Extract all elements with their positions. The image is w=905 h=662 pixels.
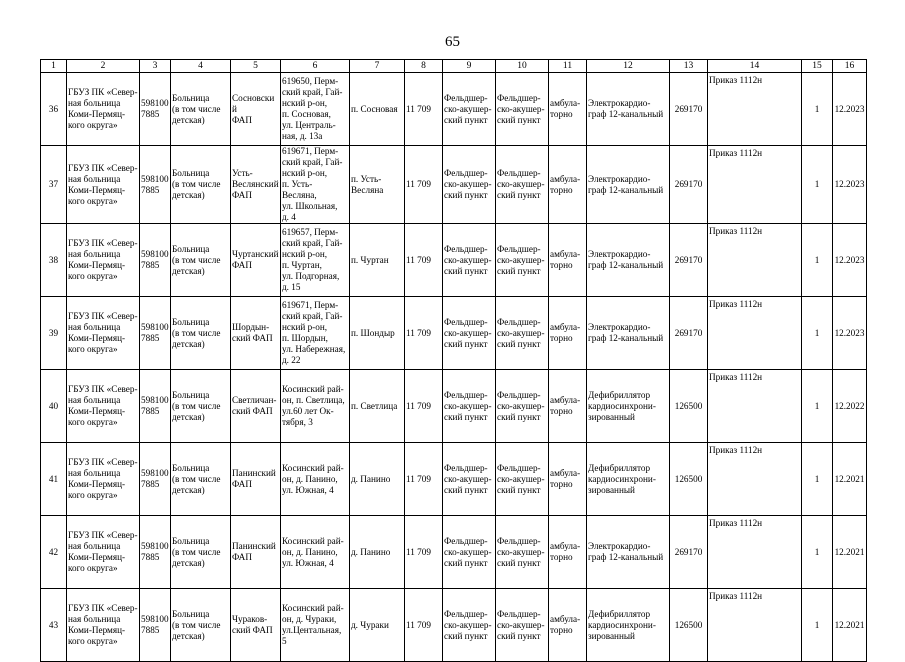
cell-facility-type [171, 224, 231, 297]
equipment-name-text: Электрокардио- граф 12-канальный [588, 98, 664, 119]
cell-profile-secondary [496, 443, 549, 516]
cell-facility-type [171, 516, 231, 589]
order-reference-text: Приказ 1112н [709, 518, 763, 528]
cell-delivery-date [833, 443, 867, 516]
cell-care-conditions [549, 370, 587, 443]
cell-address [281, 73, 350, 146]
cell-delivery-date [833, 589, 867, 662]
locality-text: д. Панино [351, 546, 391, 557]
profile-primary-text: Фельдшер- ско-акушер- ский пункт [444, 535, 492, 568]
cell-profile-primary [443, 443, 496, 516]
cell-code-value [405, 516, 443, 589]
care-conditions-text: амбула- торно [550, 468, 581, 489]
organization-code-text: 598100 7885 [141, 98, 169, 119]
cell-delivery-date [833, 370, 867, 443]
quantity-text: 1 [814, 546, 820, 557]
cell-delivery-date [833, 146, 867, 224]
cell-row-number [41, 370, 67, 443]
locality-text: д. Чураки [351, 619, 389, 630]
cell-profile-secondary [496, 224, 549, 297]
cell-organization-name [67, 224, 140, 297]
address-text: 619650, Перм- ский край, Гай- нский р-он, п. Сосновая, ул. Централь- ная, д. 13а [282, 76, 343, 141]
cell-profile-primary [443, 589, 496, 662]
registry-table [40, 59, 867, 662]
profile-secondary-text: Фельдшер- ско-акушер- ский пункт [497, 462, 545, 495]
profile-secondary-text: Фельдшер- ско-акушер- ский пункт [497, 243, 545, 276]
cell-delivery-date [833, 297, 867, 370]
cell-code-value [405, 297, 443, 370]
organization-name-text: ГБУЗ ПК «Север- ная больница Коми-Пермяц- кого округа» [68, 162, 138, 206]
cell-profile-secondary [496, 589, 549, 662]
cell-profile-primary [443, 516, 496, 589]
profile-primary-text: Фельдшер- ско-акушер- ский пункт [444, 462, 492, 495]
delivery-date-text: 12.2021 [834, 546, 865, 557]
column-header: 1 [41, 60, 67, 73]
column-header: 6 [281, 60, 350, 73]
table-row [41, 370, 867, 443]
profile-primary-text: Фельдшер- ско-акушер- ский пункт [444, 389, 492, 422]
facility-type-text: Больница (в том числе детская) [172, 92, 221, 125]
cell-organization-name [67, 443, 140, 516]
cell-unit-name [231, 297, 281, 370]
profile-primary-text: Фельдшер- ско-акушер- ский пункт [444, 316, 492, 349]
organization-name-text: ГБУЗ ПК «Север- ная больница Коми-Пермяц- кого округа» [68, 457, 138, 500]
cell-care-conditions [549, 443, 587, 516]
column-header: 8 [405, 60, 443, 73]
cell-price [670, 516, 708, 589]
cell-order-reference [708, 443, 802, 516]
cell-row-number [41, 224, 67, 297]
price-text: 126500 [674, 619, 703, 630]
cell-locality [350, 370, 405, 443]
cell-quantity [802, 516, 833, 589]
cell-address [281, 146, 350, 224]
cell-order-reference [708, 589, 802, 662]
cell-organization-code [140, 224, 171, 297]
cell-facility-type [171, 73, 231, 146]
cell-care-conditions [549, 516, 587, 589]
organization-code-text: 598100 7885 [141, 322, 169, 343]
cell-address [281, 516, 350, 589]
care-conditions-text: амбула- торно [550, 395, 581, 416]
profile-secondary-text: Фельдшер- ско-акушер- ский пункт [497, 168, 545, 200]
code-value-text: 11 709 [406, 473, 431, 484]
cell-price [670, 297, 708, 370]
table-row [41, 73, 867, 146]
cell-quantity [802, 370, 833, 443]
cell-unit-name [231, 370, 281, 443]
cell-price [670, 146, 708, 224]
cell-equipment-name [587, 443, 670, 516]
facility-type-text: Больница (в том числе детская) [172, 535, 221, 568]
cell-care-conditions [549, 146, 587, 224]
cell-profile-primary [443, 73, 496, 146]
cell-row-number [41, 146, 67, 224]
cell-profile-secondary [496, 146, 549, 224]
cell-profile-secondary [496, 73, 549, 146]
code-value-text: 11 709 [406, 619, 431, 630]
profile-primary-text: Фельдшер- ско-акушер- ский пункт [444, 608, 492, 641]
cell-code-value [405, 73, 443, 146]
cell-profile-primary [443, 297, 496, 370]
price-text: 269170 [674, 179, 703, 189]
order-reference-text: Приказ 1112н [709, 75, 763, 85]
address-text: Косинский рай- он, д. Чураки, ул.Центальная, 5 [282, 603, 344, 646]
cell-code-value [405, 146, 443, 224]
cell-locality [350, 443, 405, 516]
order-reference-text: Приказ 1112н [709, 226, 763, 236]
care-conditions-text: амбула- торно [550, 541, 581, 562]
unit-name-text: Панинский ФАП [232, 468, 276, 489]
delivery-date-text: 12.2023 [834, 327, 865, 338]
cell-organization-name [67, 370, 140, 443]
profile-secondary-text: Фельдшер- ско-акушер- ский пункт [497, 608, 545, 641]
delivery-date-text: 12.2022 [834, 400, 865, 411]
cell-price [670, 589, 708, 662]
cell-row-number [41, 73, 67, 146]
equipment-name-text: Дефибриллятор кардиосинхрони- зированный [588, 462, 656, 495]
quantity-text: 1 [814, 473, 820, 484]
cell-unit-name [231, 516, 281, 589]
cell-profile-primary [443, 370, 496, 443]
facility-type-text: Больница (в том числе детская) [172, 608, 221, 641]
unit-name-text: Светличан- ский ФАП [232, 395, 277, 416]
cell-price [670, 73, 708, 146]
delivery-date-text: 12.2023 [834, 254, 865, 265]
row-number-text: 38 [48, 254, 59, 265]
cell-care-conditions [549, 224, 587, 297]
profile-secondary-text: Фельдшер- ско-акушер- ский пункт [497, 316, 545, 349]
cell-quantity [802, 443, 833, 516]
organization-name-text: ГБУЗ ПК «Север- ная больница Коми-Пермяц- кого округа» [68, 384, 138, 427]
cell-quantity [802, 297, 833, 370]
code-value-text: 11 709 [406, 546, 431, 557]
cell-order-reference [708, 73, 802, 146]
order-reference-text: Приказ 1112н [709, 148, 763, 158]
cell-organization-name [67, 589, 140, 662]
organization-code-text: 598100 7885 [141, 614, 169, 635]
cell-row-number [41, 443, 67, 516]
column-header: 5 [231, 60, 281, 73]
organization-code-text: 598100 7885 [141, 468, 169, 489]
row-number-text: 43 [48, 619, 59, 630]
code-value-text: 11 709 [406, 400, 431, 411]
locality-text: п. Чуртан [351, 254, 389, 265]
table-body [41, 73, 867, 662]
locality-text: п. Сосновая [351, 103, 398, 114]
cell-locality [350, 297, 405, 370]
cell-row-number [41, 516, 67, 589]
cell-quantity [802, 589, 833, 662]
organization-name-text: ГБУЗ ПК «Север- ная больница Коми-Пермяц- кого округа» [68, 530, 138, 573]
row-number-text: 41 [48, 473, 59, 484]
cell-quantity [802, 146, 833, 224]
cell-quantity [802, 73, 833, 146]
row-number-text: 42 [48, 546, 59, 557]
quantity-text: 1 [814, 400, 820, 411]
quantity-text: 1 [814, 327, 820, 338]
row-number-text: 36 [48, 103, 59, 114]
cell-order-reference [708, 297, 802, 370]
equipment-name-text: Дефибриллятор кардиосинхрони- зированный [588, 608, 656, 641]
cell-profile-secondary [496, 516, 549, 589]
cell-equipment-name [587, 297, 670, 370]
organization-code-text: 598100 7885 [141, 173, 169, 195]
table-row [41, 589, 867, 662]
locality-text: д. Панино [351, 473, 391, 484]
delivery-date-text: 12.2023 [834, 103, 865, 114]
unit-name-text: Шордын- ский ФАП [232, 322, 273, 343]
cell-organization-code [140, 146, 171, 224]
code-value-text: 11 709 [406, 179, 431, 189]
column-header: 13 [670, 60, 708, 73]
cell-delivery-date [833, 516, 867, 589]
profile-primary-text: Фельдшер- ско-акушер- ский пункт [444, 243, 492, 276]
cell-row-number [41, 589, 67, 662]
cell-organization-code [140, 589, 171, 662]
column-header: 12 [587, 60, 670, 73]
cell-address [281, 443, 350, 516]
cell-code-value [405, 224, 443, 297]
price-text: 126500 [674, 400, 703, 411]
column-header: 7 [350, 60, 405, 73]
care-conditions-text: амбула- торно [550, 322, 581, 343]
code-value-text: 11 709 [406, 103, 431, 114]
unit-name-text: Панинский ФАП [232, 541, 276, 562]
cell-address [281, 370, 350, 443]
unit-name-text: Чураков- ский ФАП [232, 614, 273, 635]
profile-primary-text: Фельдшер- ско-акушер- ский пункт [444, 168, 492, 200]
price-text: 269170 [674, 546, 703, 557]
profile-secondary-text: Фельдшер- ско-акушер- ский пункт [497, 535, 545, 568]
cell-row-number [41, 297, 67, 370]
organization-code-text: 598100 7885 [141, 541, 169, 562]
cell-order-reference [708, 146, 802, 224]
cell-equipment-name [587, 224, 670, 297]
care-conditions-text: амбула- торно [550, 249, 581, 270]
address-text: 619671, Перм- ский край, Гай- нский р-он, п. Шордын, ул. Набережная, д. 22 [282, 300, 346, 365]
cell-facility-type [171, 370, 231, 443]
locality-text: п. Светлица [351, 400, 398, 411]
facility-type-text: Больница (в том числе детская) [172, 168, 221, 200]
delivery-date-text: 12.2021 [834, 473, 865, 484]
cell-unit-name [231, 146, 281, 224]
unit-name-text: Чуртанский ФАП [232, 249, 279, 270]
facility-type-text: Больница (в том числе детская) [172, 243, 221, 276]
cell-care-conditions [549, 297, 587, 370]
profile-secondary-text: Фельдшер- ско-акушер- ский пункт [497, 389, 545, 422]
facility-type-text: Больница (в том числе детская) [172, 389, 221, 422]
cell-code-value [405, 589, 443, 662]
cell-delivery-date [833, 224, 867, 297]
facility-type-text: Больница (в том числе детская) [172, 462, 221, 495]
cell-equipment-name [587, 589, 670, 662]
column-header: 11 [549, 60, 587, 73]
row-number-text: 37 [48, 179, 59, 189]
cell-organization-name [67, 73, 140, 146]
row-number-text: 39 [48, 327, 59, 338]
cell-order-reference [708, 224, 802, 297]
organization-code-text: 598100 7885 [141, 395, 169, 416]
cell-quantity [802, 224, 833, 297]
table-row [41, 146, 867, 224]
cell-unit-name [231, 224, 281, 297]
organization-name-text: ГБУЗ ПК «Север- ная больница Коми-Пермяц- кого округа» [68, 87, 138, 130]
quantity-text: 1 [814, 179, 820, 189]
cell-locality [350, 73, 405, 146]
facility-type-text: Больница (в том числе детская) [172, 316, 221, 349]
cell-organization-name [67, 297, 140, 370]
cell-code-value [405, 370, 443, 443]
cell-profile-secondary [496, 370, 549, 443]
cell-profile-primary [443, 224, 496, 297]
address-text: Косинский рай- он, д. Панино, ул. Южная, 4 [282, 535, 344, 568]
header-row [41, 60, 867, 73]
delivery-date-text: 12.2021 [834, 619, 865, 630]
order-reference-text: Приказ 1112н [709, 299, 763, 309]
cell-equipment-name [587, 370, 670, 443]
cell-price [670, 370, 708, 443]
cell-address [281, 224, 350, 297]
cell-address [281, 589, 350, 662]
cell-equipment-name [587, 146, 670, 224]
cell-delivery-date [833, 73, 867, 146]
delivery-date-text: 12.2023 [834, 179, 865, 189]
price-text: 269170 [674, 327, 703, 338]
order-reference-text: Приказ 1112н [709, 372, 763, 382]
equipment-name-text: Электрокардио- граф 12-канальный [588, 249, 664, 270]
cell-facility-type [171, 589, 231, 662]
cell-organization-code [140, 370, 171, 443]
page-number: 65 [445, 34, 460, 50]
cell-order-reference [708, 370, 802, 443]
table-row [41, 443, 867, 516]
column-header: 10 [496, 60, 549, 73]
quantity-text: 1 [814, 619, 820, 630]
cell-locality [350, 146, 405, 224]
cell-locality [350, 224, 405, 297]
cell-facility-type [171, 297, 231, 370]
cell-equipment-name [587, 73, 670, 146]
cell-address [281, 297, 350, 370]
unit-name-text: Сосновский ФАП [232, 92, 275, 125]
cell-care-conditions [549, 73, 587, 146]
cell-unit-name [231, 589, 281, 662]
table-row [41, 516, 867, 589]
price-text: 269170 [674, 103, 703, 114]
cell-organization-code [140, 516, 171, 589]
equipment-name-text: Электрокардио- граф 12-канальный [588, 541, 664, 562]
cell-unit-name [231, 73, 281, 146]
address-text: 619671, Перм- ский край, Гай- нский р-он, п. Усть- Весляна, ул. Школьная, д. 4 [282, 146, 343, 222]
column-header: 3 [140, 60, 171, 73]
cell-equipment-name [587, 516, 670, 589]
organization-name-text: ГБУЗ ПК «Север- ная больница Коми-Пермяц- кого округа» [68, 603, 138, 646]
cell-care-conditions [549, 589, 587, 662]
price-text: 126500 [674, 473, 703, 484]
equipment-name-text: Электрокардио- граф 12-канальный [588, 173, 664, 195]
row-number-text: 40 [48, 400, 59, 411]
cell-facility-type [171, 443, 231, 516]
organization-name-text: ГБУЗ ПК «Север- ная больница Коми-Пермяц- кого округа» [68, 311, 138, 354]
column-header: 4 [171, 60, 231, 73]
cell-locality [350, 516, 405, 589]
equipment-name-text: Дефибриллятор кардиосинхрони- зированный [588, 389, 656, 422]
column-header: 2 [67, 60, 140, 73]
profile-primary-text: Фельдшер- ско-акушер- ский пункт [444, 92, 492, 125]
cell-profile-primary [443, 146, 496, 224]
cell-price [670, 224, 708, 297]
cell-organization-name [67, 146, 140, 224]
column-header: 16 [833, 60, 867, 73]
quantity-text: 1 [814, 254, 820, 265]
cell-facility-type [171, 146, 231, 224]
table-row [41, 224, 867, 297]
address-text: Косинский рай- он, п. Светлица, ул.60 лет Ок- тября, 3 [282, 384, 345, 427]
organization-name-text: ГБУЗ ПК «Север- ная больница Коми-Пермяц- кого округа» [68, 238, 138, 281]
cell-organization-name [67, 516, 140, 589]
column-header: 15 [802, 60, 833, 73]
order-reference-text: Приказ 1112н [709, 445, 763, 455]
cell-profile-secondary [496, 297, 549, 370]
table-row [41, 297, 867, 370]
locality-text: п. Шондыр [351, 327, 395, 338]
price-text: 269170 [674, 254, 703, 265]
unit-name-text: Усть- Веслянский ФАП [232, 168, 279, 200]
cell-organization-code [140, 73, 171, 146]
cell-organization-code [140, 297, 171, 370]
code-value-text: 11 709 [406, 254, 431, 265]
address-text: 619657, Перм- ский край, Гай- нский р-он, п. Чуртан, ул. Подгорная, д. 15 [282, 227, 343, 292]
order-reference-text: Приказ 1112н [709, 591, 763, 601]
cell-organization-code [140, 443, 171, 516]
care-conditions-text: амбула- торно [550, 98, 581, 119]
cell-locality [350, 589, 405, 662]
equipment-name-text: Электрокардио- граф 12-канальный [588, 322, 664, 343]
cell-unit-name [231, 443, 281, 516]
address-text: Косинский рай- он, д. Панино, ул. Южная, 4 [282, 462, 344, 495]
cell-order-reference [708, 516, 802, 589]
care-conditions-text: амбула- торно [550, 614, 581, 635]
care-conditions-text: амбула- торно [550, 173, 581, 195]
organization-code-text: 598100 7885 [141, 249, 169, 270]
column-header: 14 [708, 60, 802, 73]
code-value-text: 11 709 [406, 327, 431, 338]
quantity-text: 1 [814, 103, 820, 114]
column-header: 9 [443, 60, 496, 73]
locality-text: п. Усть- Весляна [351, 173, 384, 195]
cell-code-value [405, 443, 443, 516]
cell-price [670, 443, 708, 516]
profile-secondary-text: Фельдшер- ско-акушер- ский пункт [497, 92, 545, 125]
